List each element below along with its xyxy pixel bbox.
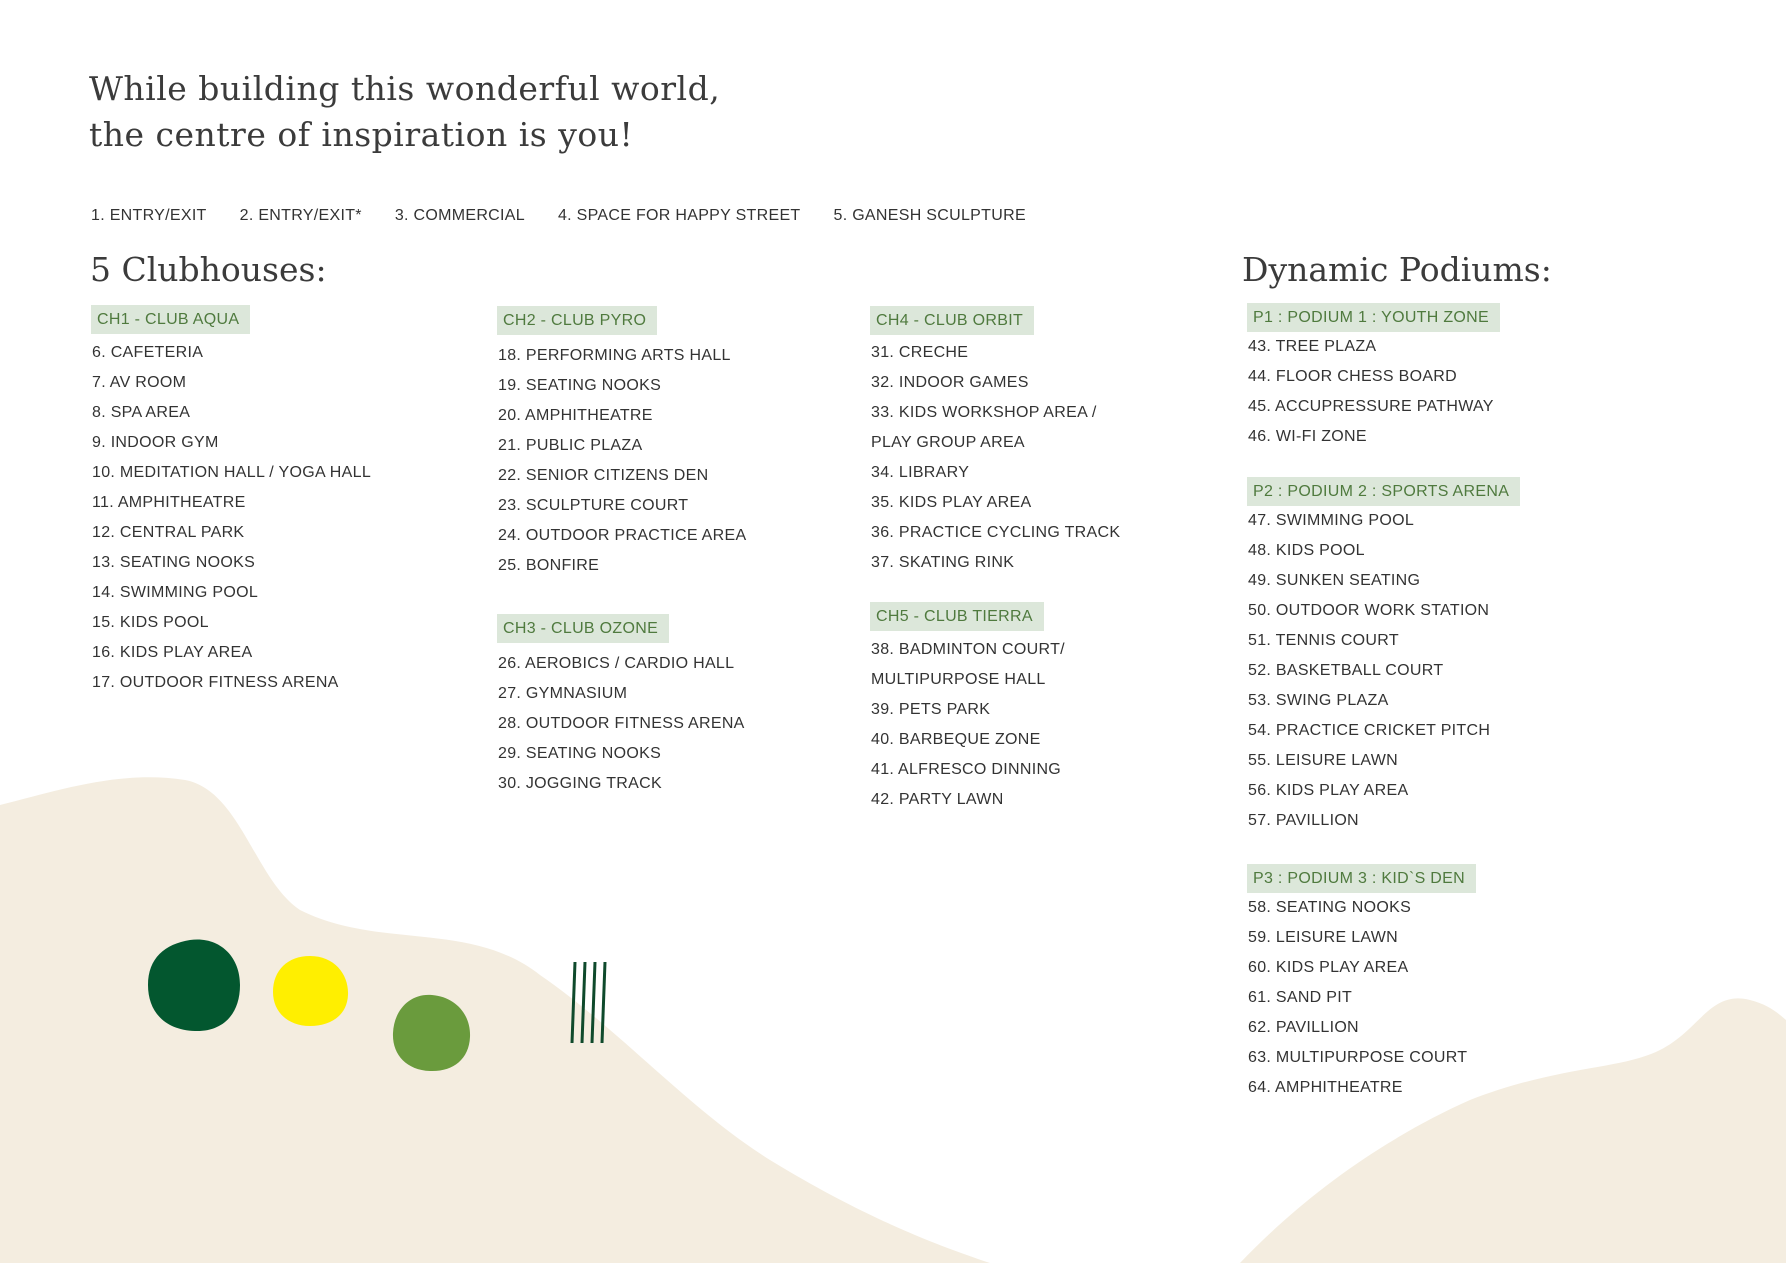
podium-items — [1248, 893, 1476, 1103]
list-item: 25. BONFIRE — [498, 557, 600, 574]
list-item: 23. SCULPTURE COURT — [498, 497, 689, 514]
list-item: 49. SUNKEN SEATING — [1248, 572, 1421, 589]
list-item: 40. BARBEQUE ZONE — [871, 731, 1041, 748]
clubhouse-items — [498, 341, 746, 581]
list-item: 48. KIDS POOL — [1248, 542, 1365, 559]
list-item: 13. SEATING NOOKS — [92, 554, 256, 571]
headline-line-1: While building this wonderful world, — [89, 69, 721, 108]
list-item: 10. MEDITATION HALL / YOGA HALL — [92, 464, 372, 481]
list-item: 24. OUTDOOR PRACTICE AREA — [498, 527, 747, 544]
entry-item: 1. ENTRY/EXIT — [91, 207, 207, 224]
list-item: 64. AMPHITHEATRE — [1248, 1079, 1403, 1096]
list-item: 54. PRACTICE CRICKET PITCH — [1248, 722, 1491, 739]
list-item: 53. SWING PLAZA — [1248, 692, 1389, 709]
dark-green-blob — [148, 939, 240, 1031]
podium-items — [1248, 332, 1500, 452]
list-item: 56. KIDS PLAY AREA — [1248, 782, 1409, 799]
clubhouse-items — [498, 649, 745, 799]
list-item: 44. FLOOR CHESS BOARD — [1248, 368, 1458, 385]
list-item: 8. SPA AREA — [92, 404, 191, 421]
entry-item: 2. ENTRY/EXIT* — [239, 207, 362, 224]
list-item: 39. PETS PARK — [871, 701, 991, 718]
list-item: MULTIPURPOSE HALL — [871, 671, 1046, 688]
podium-p3 — [1248, 864, 1476, 1103]
list-item: 51. TENNIS COURT — [1248, 632, 1399, 649]
list-item: 60. KIDS PLAY AREA — [1248, 959, 1409, 976]
clubhouse-items — [871, 338, 1120, 578]
list-item: 33. KIDS WORKSHOP AREA / — [871, 404, 1097, 421]
list-item: 26. AEROBICS / CARDIO HALL — [498, 655, 735, 672]
list-item: 38. BADMINTON COURT/ — [871, 641, 1065, 658]
list-item: 19. SEATING NOOKS — [498, 377, 662, 394]
list-item: 50. OUTDOOR WORK STATION — [1248, 602, 1490, 619]
list-item: 18. PERFORMING ARTS HALL — [498, 347, 731, 364]
list-item: 47. SWIMMING POOL — [1248, 512, 1415, 529]
podium-p2 — [1248, 477, 1520, 836]
list-item: 6. CAFETERIA — [92, 344, 204, 361]
clubhouse-items — [92, 338, 371, 698]
entry-item: 3. COMMERCIAL — [394, 207, 525, 224]
headline-line-2: the centre of inspiration is you! — [89, 115, 634, 154]
list-item: 41. ALFRESCO DINNING — [871, 761, 1062, 778]
list-item: 63. MULTIPURPOSE COURT — [1248, 1049, 1468, 1066]
list-item: 35. KIDS PLAY AREA — [871, 494, 1032, 511]
list-item: 27. GYMNASIUM — [498, 685, 628, 702]
podium-badge: P1 : PODIUM 1 : YOUTH ZONE — [1247, 303, 1500, 332]
clubhouse-ch2 — [498, 306, 746, 581]
list-item: 14. SWIMMING POOL — [92, 584, 259, 601]
list-item: 17. OUTDOOR FITNESS ARENA — [92, 674, 339, 691]
clubhouse-badge: CH1 - CLUB AQUA — [91, 305, 250, 334]
list-item: 37. SKATING RINK — [871, 554, 1015, 571]
entry-item: 5. GANESH SCULPTURE — [833, 207, 1026, 224]
list-item: 16. KIDS PLAY AREA — [92, 644, 253, 661]
clubhouse-ch5 — [871, 602, 1065, 815]
list-item: 21. PUBLIC PLAZA — [498, 437, 643, 454]
list-item: 62. PAVILLION — [1248, 1019, 1359, 1036]
list-item: 12. CENTRAL PARK — [92, 524, 245, 541]
entry-items-row — [91, 207, 1026, 229]
list-item: 28. OUTDOOR FITNESS ARENA — [498, 715, 745, 732]
list-item: 52. BASKETBALL COURT — [1248, 662, 1444, 679]
headline — [89, 66, 720, 158]
list-item: 43. TREE PLAZA — [1248, 338, 1377, 355]
list-item: 34. LIBRARY — [871, 464, 970, 481]
podium-p1 — [1248, 303, 1500, 452]
list-item: 59. LEISURE LAWN — [1248, 929, 1399, 946]
list-item: 22. SENIOR CITIZENS DEN — [498, 467, 709, 484]
list-item: 46. WI-FI ZONE — [1248, 428, 1367, 445]
podium-badge: P3 : PODIUM 3 : KID`S DEN — [1247, 864, 1476, 893]
list-item: 42. PARTY LAWN — [871, 791, 1004, 808]
list-item: 55. LEISURE LAWN — [1248, 752, 1399, 769]
list-item: 11. AMPHITHEATRE — [92, 494, 246, 511]
list-item: 61. SAND PIT — [1248, 989, 1353, 1006]
list-item: 29. SEATING NOOKS — [498, 745, 662, 762]
yellow-blob — [273, 956, 348, 1026]
podium-items — [1248, 506, 1520, 836]
list-item: 15. KIDS POOL — [92, 614, 209, 631]
clubhouse-badge: CH2 - CLUB PYRO — [497, 306, 657, 335]
list-item: 31. CRECHE — [871, 344, 969, 361]
clubhouse-badge: CH5 - CLUB TIERRA — [870, 602, 1044, 631]
podiums-title: Dynamic Podiums: — [1242, 250, 1552, 289]
clubhouse-items — [871, 635, 1065, 815]
list-item: 9. INDOOR GYM — [92, 434, 219, 451]
list-item: 32. INDOOR GAMES — [871, 374, 1029, 391]
clubhouse-badge: CH3 - CLUB OZONE — [497, 614, 669, 643]
list-item: 45. ACCUPRESSURE PATHWAY — [1248, 398, 1494, 415]
clubhouse-ch1 — [92, 305, 371, 698]
list-item: 58. SEATING NOOKS — [1248, 899, 1412, 916]
clubhouses-title: 5 Clubhouses: — [90, 250, 327, 289]
list-item: 57. PAVILLION — [1248, 812, 1359, 829]
clubhouse-ch4 — [871, 306, 1120, 578]
clubhouse-ch3 — [498, 614, 745, 799]
list-item: 20. AMPHITHEATRE — [498, 407, 653, 424]
entry-item: 4. SPACE FOR HAPPY STREET — [557, 207, 801, 224]
list-item: 36. PRACTICE CYCLING TRACK — [871, 524, 1121, 541]
podium-badge: P2 : PODIUM 2 : SPORTS ARENA — [1247, 477, 1520, 506]
list-item: 7. AV ROOM — [92, 374, 187, 391]
clubhouse-badge: CH4 - CLUB ORBIT — [870, 306, 1034, 335]
list-item: 30. JOGGING TRACK — [498, 775, 662, 792]
left-hill — [0, 777, 990, 1263]
list-item: PLAY GROUP AREA — [871, 434, 1025, 451]
